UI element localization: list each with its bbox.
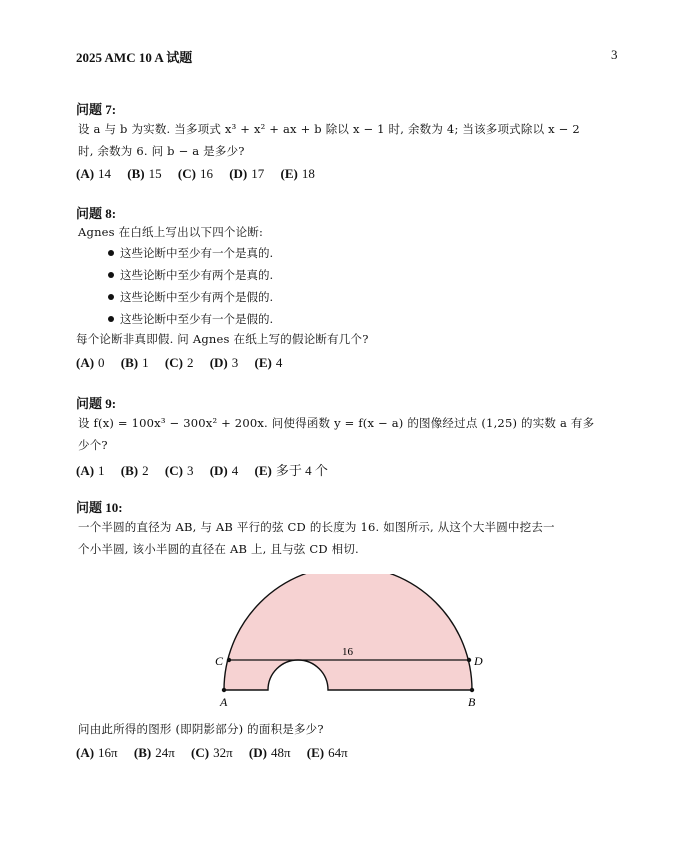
q8-title: 问题 8: — [76, 206, 117, 221]
q9-option-d[interactable]: (D) 4 — [209, 463, 239, 478]
q8-intro: Agnes 在白纸上写出以下四个论断: — [78, 225, 264, 239]
page-number: 3 — [611, 47, 618, 62]
q10-text-line2: 个小半圆, 该小半圆的直径在 AB 上, 且与弦 CD 相切. — [78, 542, 359, 556]
label-c: C — [215, 654, 224, 668]
q10-option-e[interactable]: (E) 64π — [306, 745, 348, 760]
q7-text-line1: 设 a 与 b 为实数. 当多项式 x³ + x² + ax + b 除以 x − 1 时, 余数为 4; 当该多项式除以 x − 2 — [78, 122, 580, 136]
q8-option-b[interactable]: (B) 1 — [120, 355, 149, 370]
point-b — [470, 688, 474, 692]
q9-title: 问题 9: — [76, 396, 117, 411]
q8-answers — [76, 355, 295, 371]
q8-option-c[interactable]: (C) 2 — [164, 355, 194, 370]
point-c — [227, 658, 231, 662]
point-d — [467, 658, 471, 662]
label-d: D — [474, 654, 483, 668]
label-b: B — [468, 695, 476, 709]
q7-option-b[interactable]: (B) 15 — [127, 166, 162, 181]
q9-option-c[interactable]: (C) 3 — [164, 463, 194, 478]
list-item: 这些论断中至少有一个是假的. — [108, 308, 273, 330]
q10-option-a[interactable]: (A) 16π — [76, 745, 118, 760]
q10-title: 问题 10: — [76, 500, 123, 515]
q7-title: 问题 7: — [76, 102, 117, 117]
q9-option-a[interactable]: (A) 1 — [76, 463, 105, 478]
q8-bullet-list — [108, 242, 273, 330]
q8-option-a[interactable]: (A) 0 — [76, 355, 105, 370]
q10-option-d[interactable]: (D) 48π — [248, 745, 291, 760]
semicircle-figure — [200, 574, 490, 714]
q10-option-c[interactable]: (C) 32π — [191, 745, 233, 760]
q9-answers — [76, 460, 341, 479]
q7-option-e[interactable]: (E) 18 — [280, 166, 315, 181]
q9-text-line1: 设 f(x) = 100x³ − 300x² + 200x. 问使得函数 y = f(x − a) 的图像经过点 (1,25) 的实数 a 有多 — [78, 416, 595, 430]
list-item: 这些论断中至少有两个是真的. — [108, 264, 273, 286]
q10-text-line1: 一个半圆的直径为 AB, 与 AB 平行的弦 CD 的长度为 16. 如图所示, 从这个大半圆中挖去一 — [78, 520, 555, 534]
label-a: A — [220, 695, 228, 709]
q7-answers — [76, 166, 328, 182]
list-item: 这些论断中至少有两个是假的. — [108, 286, 273, 308]
q10-option-b[interactable]: (B) 24π — [133, 745, 175, 760]
list-item: 这些论断中至少有一个是真的. — [108, 242, 273, 264]
q8-option-e[interactable]: (E) 4 — [254, 355, 283, 370]
q10-answers — [76, 745, 361, 761]
q8-question: 每个论断非真即假. 问 Agnes 在纸上写的假论断有几个? — [76, 332, 369, 346]
point-a — [222, 688, 226, 692]
q7-option-a[interactable]: (A) 14 — [76, 166, 112, 181]
header-title: 2025 AMC 10 A 试题 — [76, 50, 193, 65]
q9-text-line2: 少个? — [78, 438, 108, 452]
chord-length-label: 16 — [342, 646, 353, 658]
q9-option-e[interactable]: (E) 多于 4 个 — [254, 463, 328, 478]
shaded-region — [224, 574, 472, 690]
q7-option-d[interactable]: (D) 17 — [229, 166, 265, 181]
q7-text-line2: 时, 余数为 6. 问 b − a 是多少? — [78, 144, 245, 158]
q10-question: 问由此所得的图形 (即阴影部分) 的面积是多少? — [78, 722, 324, 736]
q8-option-d[interactable]: (D) 3 — [209, 355, 239, 370]
q7-option-c[interactable]: (C) 16 — [177, 166, 213, 181]
q9-option-b[interactable]: (B) 2 — [120, 463, 149, 478]
